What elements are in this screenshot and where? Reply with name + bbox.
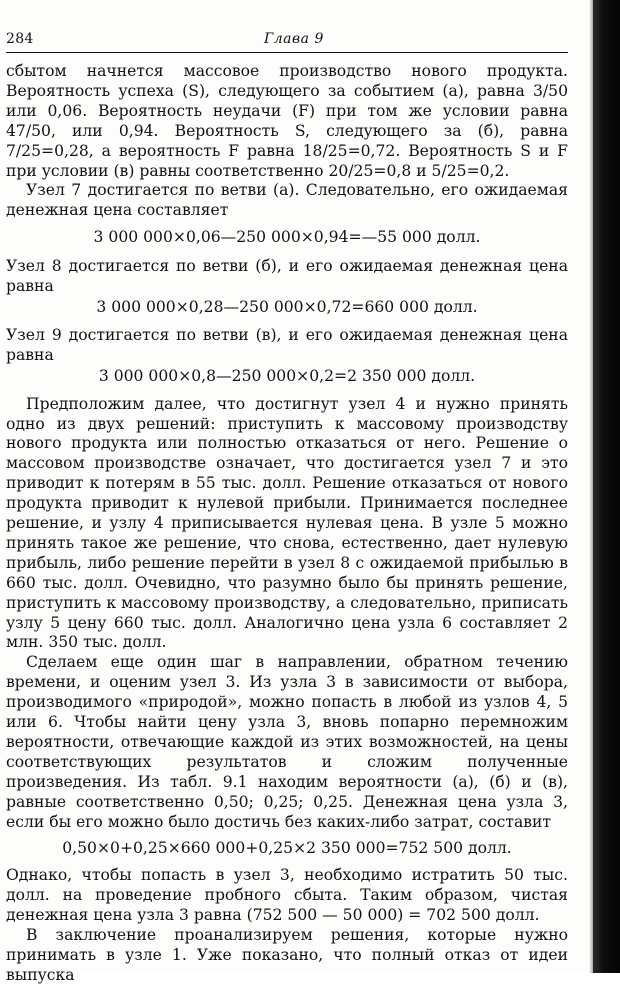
running-head-chapter: Глава 9: [264, 31, 324, 47]
paragraph-node-8: Узел 8 достигается по ветви (б), и его ожидаемая денежная цена равна: [6, 257, 568, 296]
formula-node-3: 0,50×0+0,25×660 000+0,25×2 350 000=752 500 долл.: [62, 838, 512, 857]
scan-dark-edge: [593, 0, 620, 973]
paragraph-net-value: Однако, чтобы попасть в узел 3, необходимо истратить 50 тыс. долл. на проведение пробного сбыта. Таким образом, чистая денежная цена узла 3 равна (752 500 — 50 000) = 702 500 долл.: [6, 866, 568, 925]
paragraph-conclusion: В заключение проанализируем решения, которые нужно принимать в узле 1. Уже показано, что полный отказ от идеи выпуска: [6, 926, 568, 984]
paragraph-node-3-evaluation: Сделаем еще один шаг в направлении, обратном течению времени, и оценим узел 3. Из узла 3 в зависимости от выбора, производимого «природой», можно попасть в любой из узлов 4, 5 или 6. Чтобы найти цену узла 3, вновь попарно перемножим вероятности, отвечающие каждой из этих возможностей, на цены соответствующих результатов и сложим полученные произведения. Из табл. 9.1 находим вероятности (а), (б) и (в), равные соответственно 0,50; 0,25; 0,25. Денежная цена узла 3, если бы его можно было достичь без каких-либо затрат, составит: [6, 653, 568, 831]
paragraph-node-7: Узел 7 достигается по ветви (а). Следовательно, его ожидаемая денежная цена составляет: [6, 181, 568, 220]
paragraph-node-9: Узел 9 достигается по ветви (в), и его ожидаемая денежная цена равна: [6, 325, 568, 364]
formula-node-7: 3 000 000×0,06—250 000×0,94=—55 000 долл.: [93, 228, 481, 247]
page-number: 284: [6, 31, 34, 47]
page-body: [6, 62, 568, 986]
formula-node-9: 3 000 000×0,8—250 000×0,2=2 350 000 долл.: [98, 366, 476, 385]
formula-node-8: 3 000 000×0,28—250 000×0,72=660 000 долл.: [96, 297, 478, 316]
paragraph-node-4-decision: Предположим далее, что достигнут узел 4 и нужно принять одно из двух решений: приступить к массовому производству нового продукта или полностью отказаться от него. Решение о массовом производстве означает, что достигается узел 7 и это приводит к потерям в 55 тыс. долл. Решение отказаться от нового продукта приводит к нулевой прибыли. Принимается последнее решение, и узлу 4 приписывается нулевая цена. В узле 5 можно принять такое же решение, что снова, естественно, дает нулевую прибыль, либо решение перейти в узел 8 с ожидаемой прибылью в 660 тыс. долл. Очевидно, что разумно было бы принять решение, приступить к массовому производству, а следовательно, приписать узлу 5 цену 660 тыс. долл. Аналогично цена узла 6 составляет 2 млн. 350 тыс. долл.: [6, 394, 568, 652]
page-header: [6, 30, 568, 53]
paragraph-probabilities: сбытом начнется массовое производство нового продукта. Вероятность успеха (S), следующего за событием (а), равна 3/50 или 0,06. Вероятность неудачи (F) при том же условии равна 47/50, или 0,94. Вероятность S, следующего за (б), равна 7/25=0,28, а вероятность F равна 18/25=0,72. Вероятность S и F при условии (в) равны соответственно 20/25=0,8 и 5/25=0,2.: [6, 62, 568, 180]
